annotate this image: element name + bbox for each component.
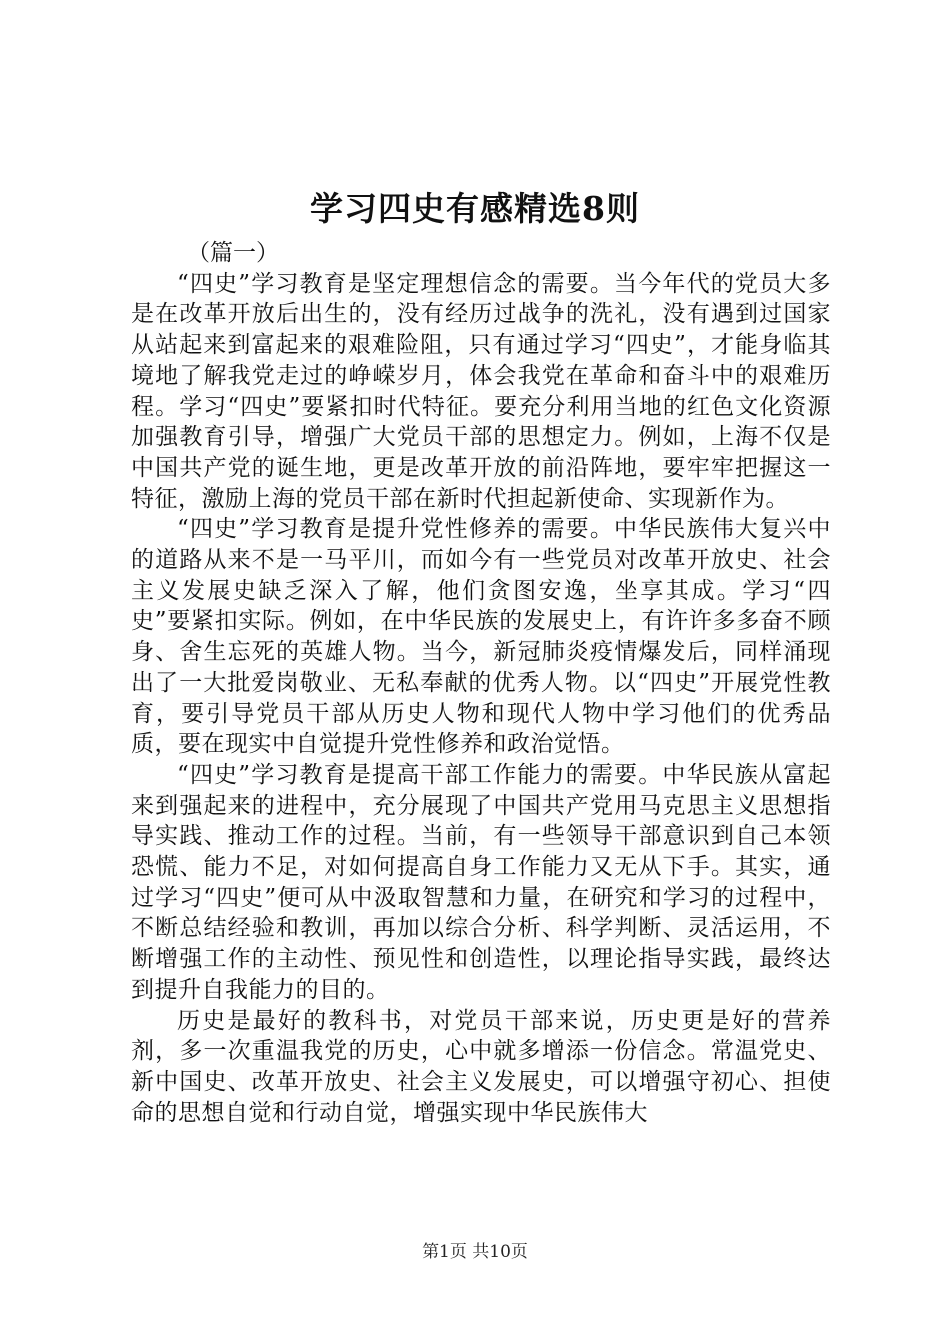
document-title: 学习四史有感精选8则 — [310, 189, 640, 228]
page-footer: 第1页 共10页 — [422, 1242, 528, 1262]
paragraph-2: “四史”学习教育是提升党性修养的需要。中华民族伟大复兴中的道路从来不是一马平川，而如今有一些党员对改革开放史、社会主义发展史缺乏深入了解，他们贪图安逸，坐享其成。学习“四史”要紧扣实际。例如，在中华民族的发展史上，有许许多多奋不顾身、舍生忘死的英雄人物。当今，新冠肺炎疫情爆发后，同样涌现出了一大批爱岗敬业、无私奉献的优秀人物。以“四史”开展党性教育，要引导党员干部从历史人物和现代人物中学习他们的优秀品质，要在现实中自觉提升党性修养和政治觉悟。 — [131, 516, 831, 758]
section-label: （篇一） — [187, 240, 279, 266]
paragraph-3: “四史”学习教育是提高干部工作能力的需要。中华民族从富起来到强起来的进程中，充分展现了中国共产党用马克思主义思想指导实践、推动工作的过程。当前，有一些领导干部意识到自己本领恐慌、能力不足，对如何提高自身工作能力又无从下手。其实，通过学习“四史”便可从中汲取智慧和力量，在研究和学习的过程中，不断总结经验和教训，再加以综合分析、科学判断、灵活运用，不断增强工作的主动性、预见性和创造性，以理论指导实践，最终达到提升自我能力的目的。 — [131, 761, 831, 1003]
paragraph-1: “四史”学习教育是坚定理想信念的需要。当今年代的党员大多是在改革开放后出生的，没有经历过战争的洗礼，没有遇到过国家从站起来到富起来的艰难险阻，只有通过学习“四史”，才能身临其境地了解我党走过的峥嵘岁月，体会我党在革命和奋斗中的艰难历程。学习“四史”要紧扣时代特征。要充分利用当地的红色文化资源加强教育引导，增强广大党员干部的思想定力。例如，上海不仅是中国共产党的诞生地，更是改革开放的前沿阵地，要牢牢把握这一特征，激励上海的党员干部在新时代担起新使命、实现新作为。 — [131, 270, 831, 512]
paragraph-4: 历史是最好的教科书，对党员干部来说，历史更是好的营养剂，多一次重温我党的历史，心中就多增添一份信念。常温党史、新中国史、改革开放史、社会主义发展史，可以增强守初心、担使命的思想自觉和行动自觉，增强实现中华民族伟大 — [131, 1007, 831, 1126]
document-body — [131, 238, 831, 1128]
